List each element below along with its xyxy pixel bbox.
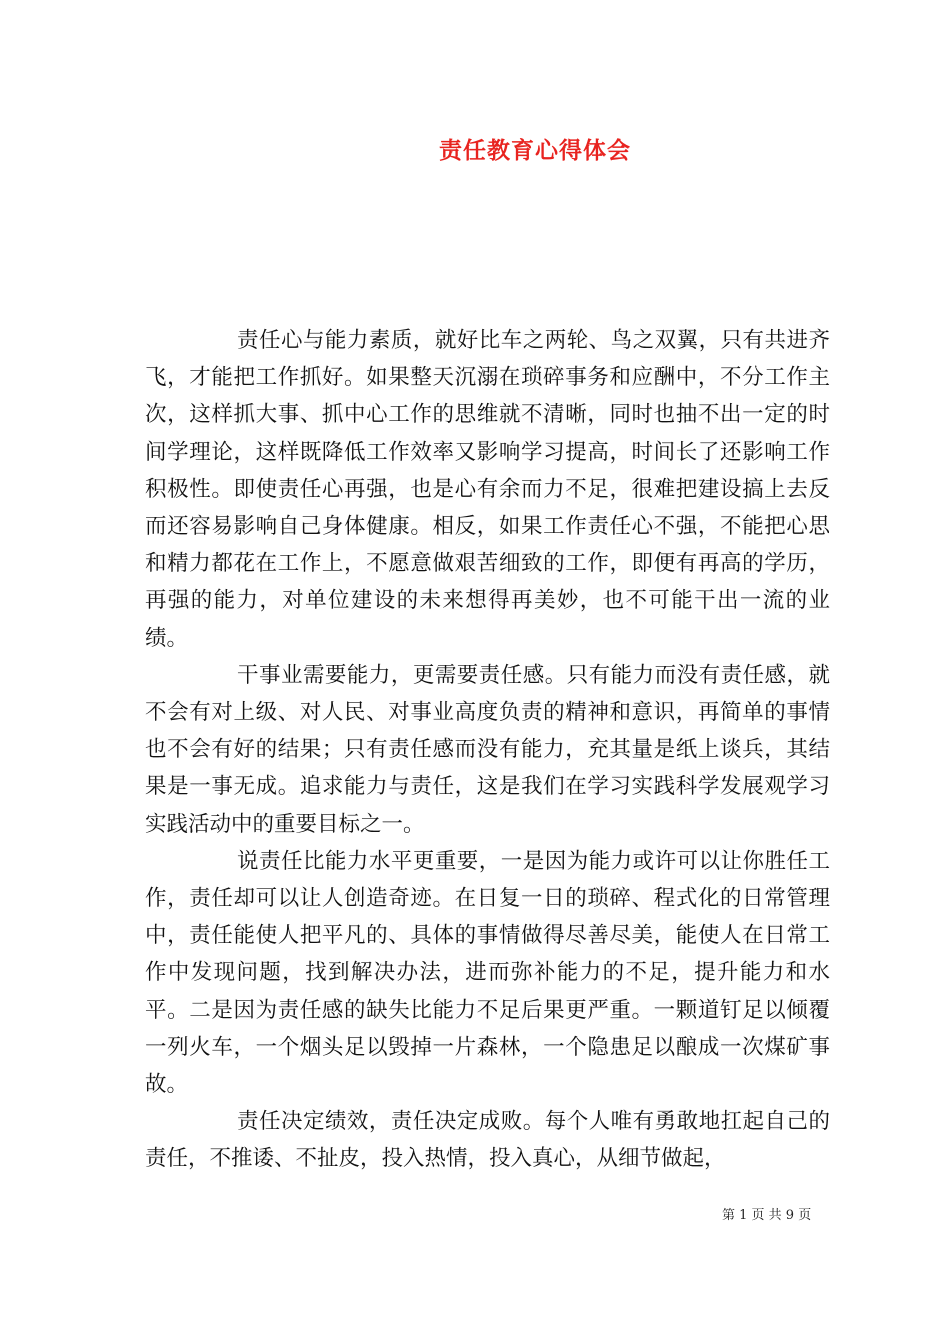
paragraph-2: 干事业需要能力，更需要责任感。只有能力而没有责任感，就不会有对上级、对人民、对事业高度负责的精神和意识，再简单的事情也不会有好的结果；只有责任感而没有能力，充其量是纸上谈兵，其结果是一事无成。追求能力与责任，这是我们在学习实践科学发展观学习实践活动中的重要目标之一。 (145, 662, 830, 837)
document-body (145, 322, 830, 1178)
paragraph-4: 责任决定绩效，责任决定成败。每个人唯有勇敢地扛起自己的责任，不推诿、不扯皮，投入热情，投入真心，从细节做起， (145, 1109, 830, 1172)
paragraph-1: 责任心与能力素质，就好比车之两轮、鸟之双翼，只有共进齐飞，才能把工作抓好。如果整天沉溺在琐碎事务和应酬中，不分工作主次，这样抓大事、抓中心工作的思维就不清晰，同时也抽不出一定的时间学理论，这样既降低工作效率又影响学习提高，时间长了还影响工作积极性。即使责任心再强，也是心有余而力不足，很难把建设搞上去反而还容易影响自己身体健康。相反，如果工作责任心不强，不能把心思和精力都花在工作上，不愿意做艰苦细致的工作，即便有再高的学历，再强的能力，对单位建设的未来想得再美妙，也不可能干出一流的业绩。 (145, 328, 830, 651)
page-number-footer: 第 1 页 共 9 页 (722, 1208, 812, 1223)
document-title: 责任教育心得体会 (439, 137, 631, 164)
paragraph-3: 说责任比能力水平更重要，一是因为能力或许可以让你胜任工作，责任却可以让人创造奇迹。在日复一日的琐碎、程式化的日常管理中，责任能使人把平凡的、具体的事情做得尽善尽美，能使人在日常工作中发现问题，找到解决办法，进而弥补能力的不足，提升能力和水平。二是因为责任感的缺失比能力不足后果更严重。一颗道钉足以倾覆一列火车，一个烟头足以毁掉一片森林，一个隐患足以酿成一次煤矿事故。 (145, 848, 830, 1098)
